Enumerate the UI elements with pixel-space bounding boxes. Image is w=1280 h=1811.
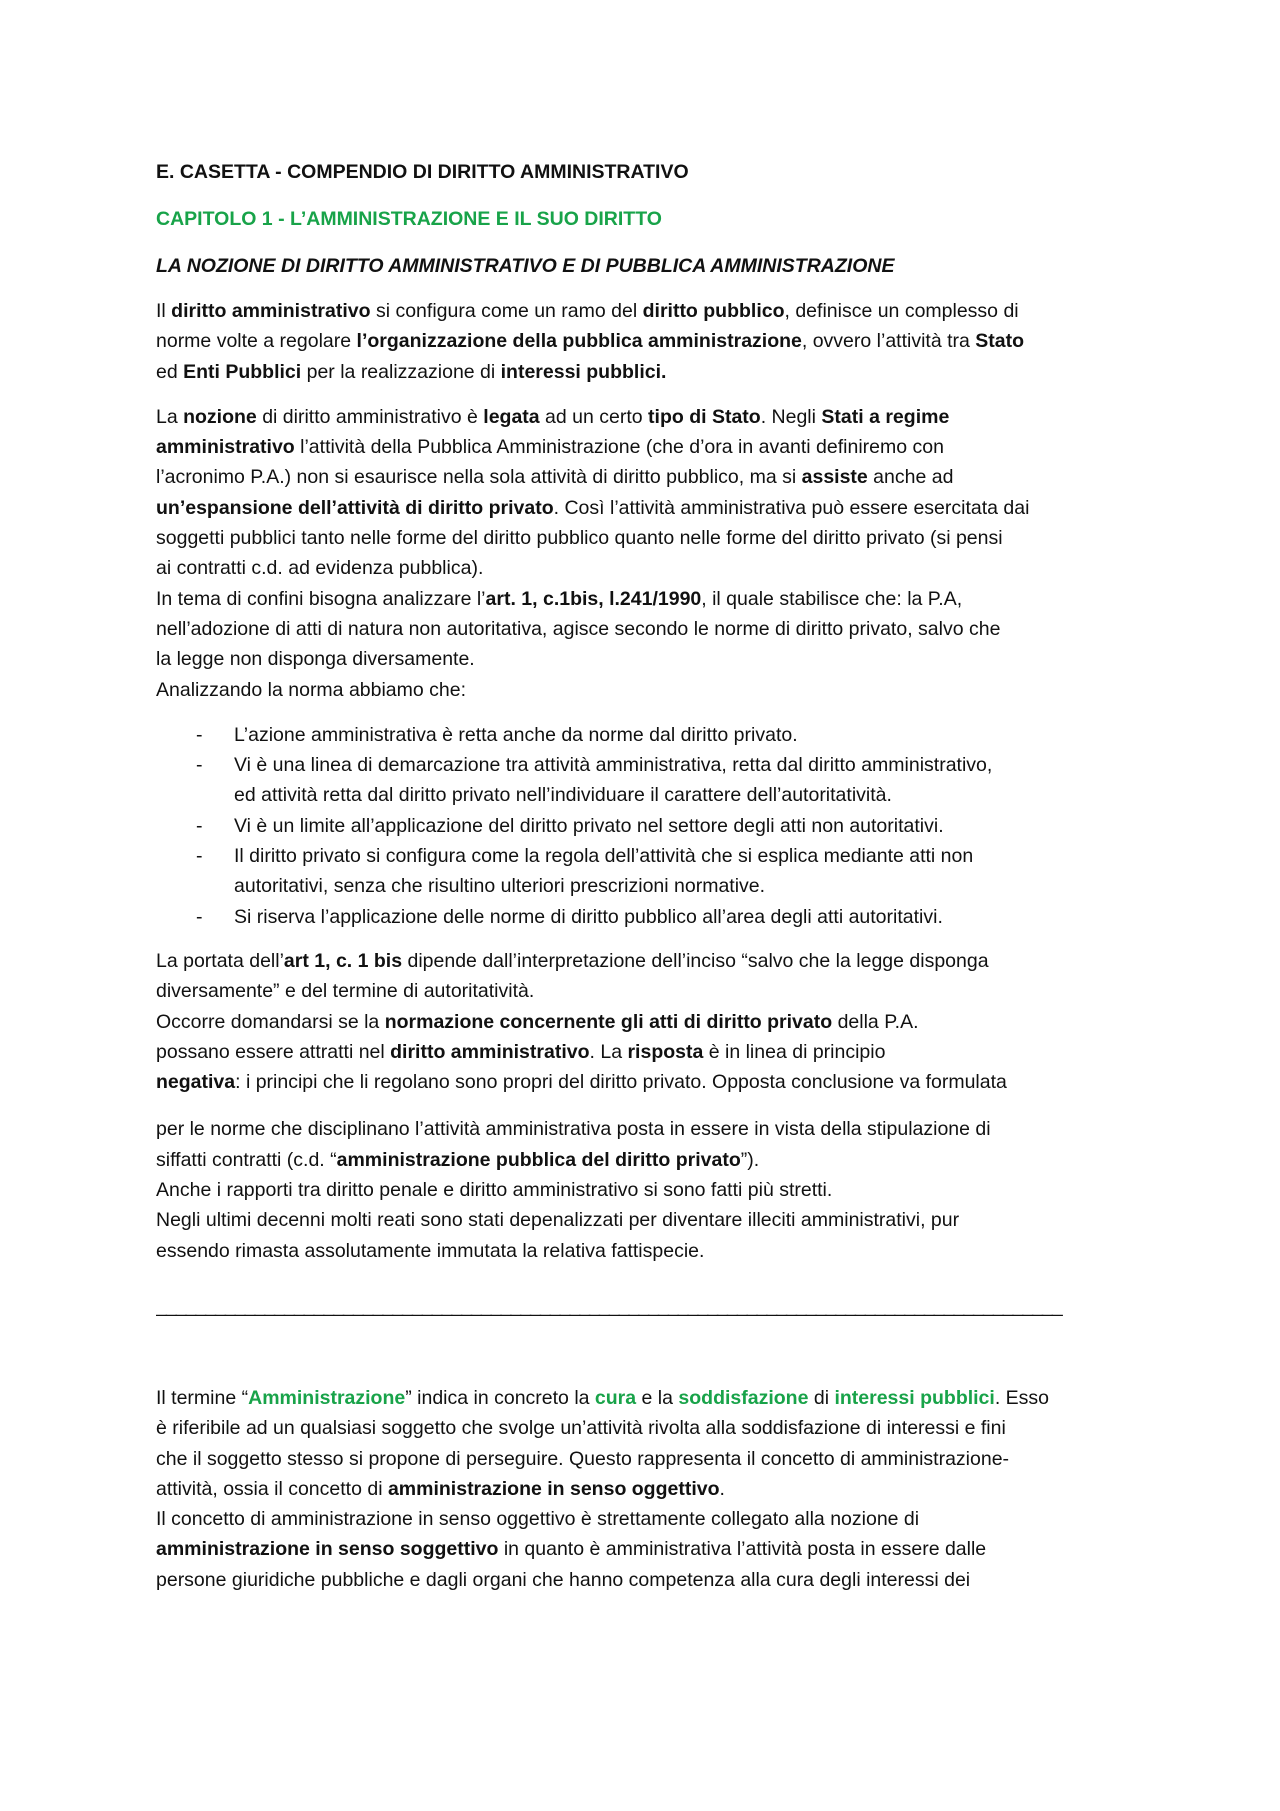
text-line: ai contratti c.d. ad evidenza pubblica). (156, 557, 484, 580)
text-line: l’acronimo P.A.) non si esaurisce nella sola attività di diritto pubblico, ma si assiste anche ad (156, 466, 954, 489)
text-line: per le norme che disciplinano l’attività amministrativa posta in essere in vista della stipulazione di (156, 1118, 991, 1141)
norm-analysis-list (156, 720, 1160, 932)
text-line: Il diritto amministrativo si configura come un ramo del diritto pubblico, definisce un complesso di (156, 300, 1019, 322)
spacer (156, 1321, 1160, 1383)
paragraph-amministrazione (156, 1383, 1160, 1595)
document-title: E. CASETTA - COMPENDIO DI DIRITTO AMMINISTRATIVO (156, 161, 689, 183)
dash-bullet: - (196, 845, 203, 868)
text-line: essendo rimasta assolutamente immutata la relativa fattispecie. (156, 1239, 705, 1262)
text-line: è riferibile ad un qualsiasi soggetto che svolge un’attività rivolta alla soddisfazione di interessi e fini (156, 1417, 1006, 1440)
text-line: persone giuridiche pubbliche e dagli organi che hanno competenza alla cura degli interessi dei (156, 1568, 971, 1591)
dash-bullet: - (196, 723, 203, 746)
list-item-continuation: ed attività retta dal diritto privato nell’individuare il carattere dell’autoritatività. (234, 784, 892, 807)
text-line: possano essere attratti nel diritto amministrativo. La risposta è in linea di principio (156, 1040, 886, 1063)
text-line: attività, ossia il concetto di amministrazione in senso oggettivo. (156, 1477, 725, 1500)
text-line: siffatti contratti (c.d. “amministrazione pubblica del diritto privato”). (156, 1148, 760, 1171)
text-line: Anche i rapporti tra diritto penale e diritto amministrativo si sono fatti più stretti. (156, 1179, 833, 1202)
paragraph-portata (156, 946, 1160, 1097)
text-line: Il termine “Amministrazione” indica in concreto la cura e la soddisfazione di interessi pubblici. Esso (156, 1386, 1050, 1409)
section-heading: LA NOZIONE DI DIRITTO AMMINISTRATIVO E DI PUBBLICA AMMINISTRAZIONE (156, 255, 895, 277)
dash-bullet: - (196, 754, 203, 777)
paragraph-nozione (156, 402, 1160, 705)
text-line: amministrativo l’attività della Pubblica Amministrazione (che d’ora in avanti definiremo con (156, 436, 944, 459)
text-line: La portata dell’art 1, c. 1 bis dipende dall’interpretazione dell’inciso “salvo che la legge disponga (156, 949, 989, 972)
text-line: Il concetto di amministrazione in senso oggettivo è strettamente collegato alla nozione di (156, 1508, 920, 1531)
paragraph-definition (156, 296, 1160, 387)
text-line: che il soggetto stesso si propone di perseguire. Questo rappresenta il concetto di amministrazione- (156, 1447, 1010, 1470)
text-line: diversamente” e del termine di autoritatività. (156, 980, 535, 1003)
dash-bullet: - (196, 905, 203, 928)
text-line: In tema di confini bisogna analizzare l’art. 1, c.1bis, l.241/1990, il quale stabilisce che: la P.A, (156, 587, 963, 610)
text-line: La nozione di diritto amministrativo è legata ad un certo tipo di Stato. Negli Stati a regime (156, 405, 950, 428)
paragraph-norme (156, 1114, 1160, 1265)
dash-bullet: - (196, 814, 203, 837)
chapter-heading: CAPITOLO 1 - L’AMMINISTRAZIONE E IL SUO DIRITTO (156, 208, 662, 230)
list-item: - Vi è una linea di demarcazione tra attività amministrativa, retta dal diritto amministrativo, (156, 750, 1160, 780)
text-line: norme volte a regolare l’organizzazione della pubblica amministrazione, ovvero l’attività tra Stato (156, 330, 1025, 353)
list-item: - Il diritto privato si configura come la regola dell’attività che si esplica mediante atti non (156, 841, 1160, 871)
text-line: nell’adozione di atti di natura non autoritativa, agisce secondo le norme di diritto privato, salvo che (156, 617, 1001, 640)
text-line: Analizzando la norma abbiamo che: (156, 678, 467, 701)
text-line: ed Enti Pubblici per la realizzazione di interessi pubblici. (156, 360, 667, 383)
text-line: Occorre domandarsi se la normazione concernente gli atti di diritto privato della P.A. (156, 1010, 919, 1033)
separator-line: ____________________________________________________________________________________________ (156, 1294, 1062, 1317)
list-item: - Si riserva l’applicazione delle norme di diritto pubblico all’area degli atti autoritativi. (156, 902, 1160, 932)
list-item: - L’azione amministrativa è retta anche da norme dal diritto privato. (156, 720, 1160, 750)
text-line: negativa: i principi che li regolano sono propri del diritto privato. Opposta conclusione va formulata (156, 1071, 1007, 1094)
list-item-continuation: autoritativi, senza che risultino ulteriori prescrizioni normative. (234, 875, 766, 898)
text-line: amministrazione in senso soggettivo in quanto è amministrativa l’attività posta in essere dalle (156, 1538, 987, 1561)
text-line: Negli ultimi decenni molti reati sono stati depenalizzati per diventare illeciti amministrativi, pur (156, 1209, 960, 1232)
text-line: un’espansione dell’attività di diritto privato. Così l’attività amministrativa può essere esercitata dai (156, 496, 1030, 519)
list-item: - Vi è un limite all’applicazione del diritto privato nel settore degli atti non autoritativi. (156, 811, 1160, 841)
text-line: la legge non disponga diversamente. (156, 648, 475, 671)
text-line: soggetti pubblici tanto nelle forme del diritto pubblico quanto nelle forme del diritto privato (si pensi (156, 527, 1003, 550)
